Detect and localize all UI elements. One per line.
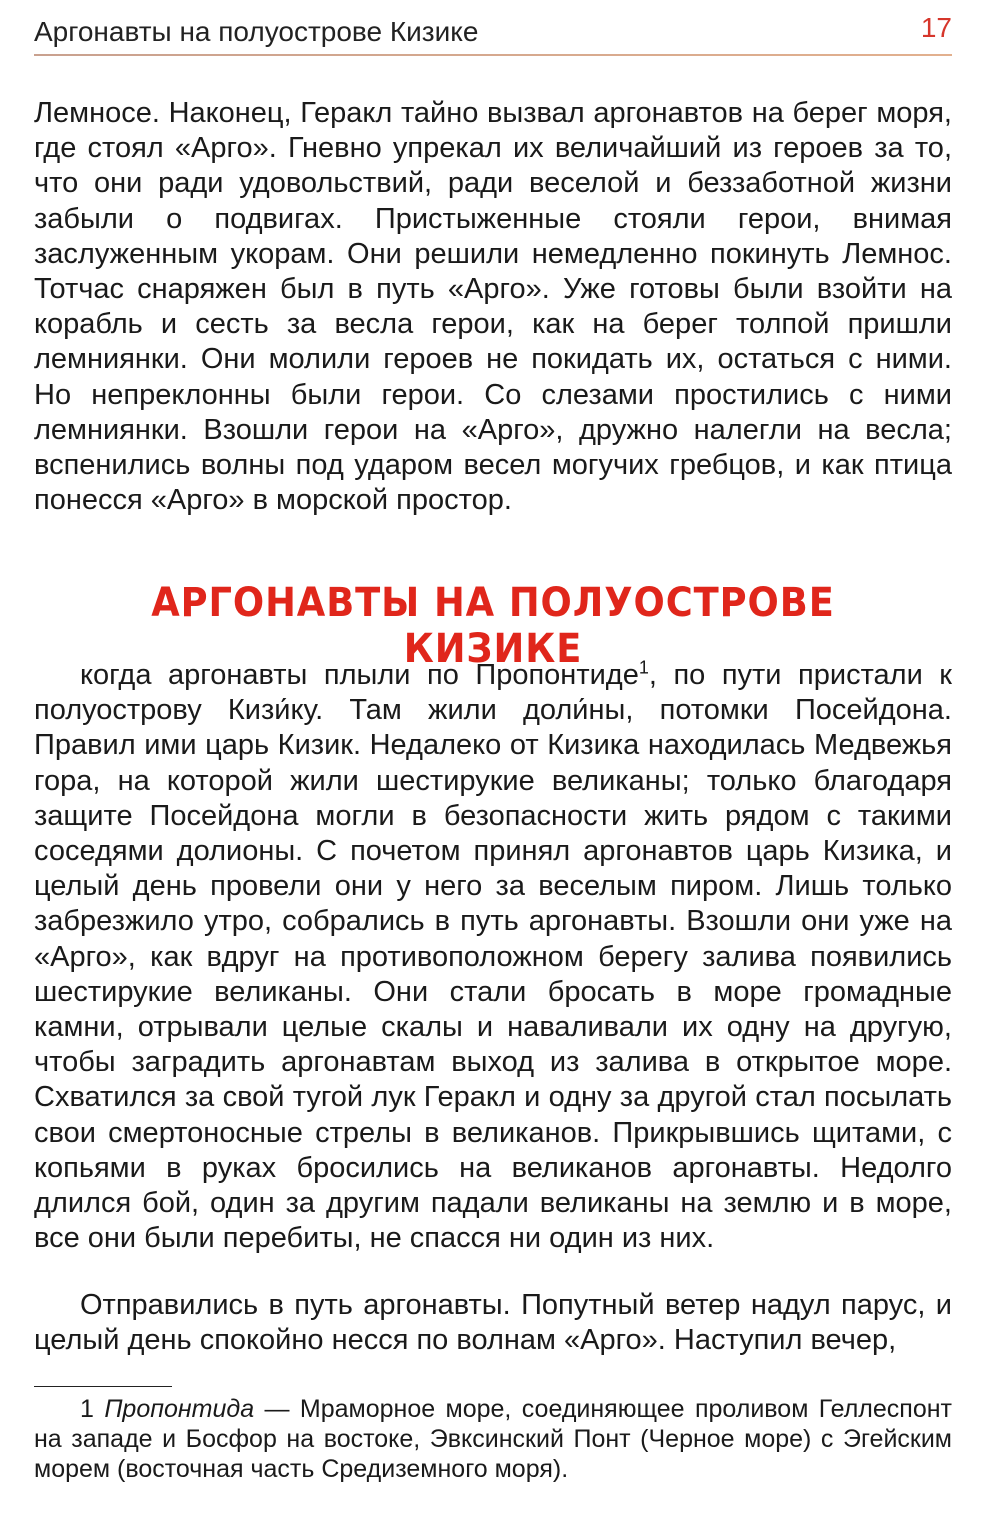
running-title: Аргонавты на полуострове Кизике (34, 16, 479, 47)
footnote-reference: 1 (638, 657, 649, 678)
page-number: 17 (920, 12, 952, 43)
footnote-term: Пропонтида (104, 1395, 255, 1423)
paragraph-text-rest: , по пути пристали к полуострову Кизи́ку. Там жили доли́ны, потомки Посейдона. Правил ими царь Кизик. Недалеко от Кизика находилась Медвежья гора, на которой жили шестирукие великаны; только благодаря защите Посейдона могли в безопасности жить рядом с такими соседями долионы. С почетом принял аргонавтов царь Кизика, и целый день провели они у него за веселым пиром. Лишь только забрезжило утро, собрались в путь аргонавты. Взошли они уже на «Арго», как вдруг на противоположном берегу залива появились шестирукие великаны. Они стали бросать в море громадные камни, отрывали целые скалы и наваливали их одну на другую, чтобы заградить аргонавтам выход из залива в открытое море. Схватился за свой тугой лук Геракл и одну за другой стал посылать свои смертоносные стрелы в великанов. Прикрывшись щитами, с копьями в руках бросились на великанов аргонавты. Недолго длился бой, один за другим падали великаны на землю и в море, все они были перебиты, не спасся ни один из них. (34, 659, 952, 1255)
footnote (34, 1394, 952, 1484)
paragraph-text-start: когда аргонавты плыли по Пропонтиде (80, 659, 639, 691)
paragraph-text: Отправились в путь аргонавты. Попутный ветер надул парус, и целый день спокойно несся по волнам «Арго». Наступил вечер, (34, 1289, 952, 1357)
paragraph-text (34, 658, 952, 1256)
section-paragraph-2 (34, 1288, 952, 1358)
page-header (34, 12, 952, 48)
paragraph-text: Лемносе. Наконец, Геракл тайно вызвал аргонавтов на берег моря, где стоял «Арго». Гневно упрекал их величайший из героев за то, что они ради удовольствий, ради веселой и беззаботной жизни забыли о подвигах. Пристыженные стояли герои, внимая заслуженным укорам. Они решили немедленно покинуть Лемнос. Тотчас снаряжен был в путь «Арго». Уже готовы были взойти на корабль и сесть за весла герои, как на берег толпой пришли лемниянки. Они молили героев не покидать их, остаться с ними. Но непреклонны были герои. Со слезами простились с ними лемниянки. Взошли герои на «Арго», дружно налегли на весла; вспенились волны под ударом весел могучих гребцов, и как птица понесся «Арго» в морской простор. (34, 97, 952, 517)
section-heading: АРГОНАВТЫ НА ПОЛУОСТРОВЕ КИЗИКЕ (151, 580, 835, 672)
section-paragraph-1 (34, 658, 952, 1256)
continuation-paragraph (34, 96, 952, 518)
footnote-divider (34, 1386, 172, 1387)
header-divider (34, 54, 952, 56)
footnote-definition: — Мраморное море, соединяющее проливом Геллеспонт на западе и Босфор на востоке, Эвксинский Понт (Черное море) с Эгейским морем (восточная часть Средиземного моря). (34, 1395, 952, 1483)
footnote-text (34, 1394, 952, 1484)
footnote-marker: 1 (80, 1395, 94, 1423)
